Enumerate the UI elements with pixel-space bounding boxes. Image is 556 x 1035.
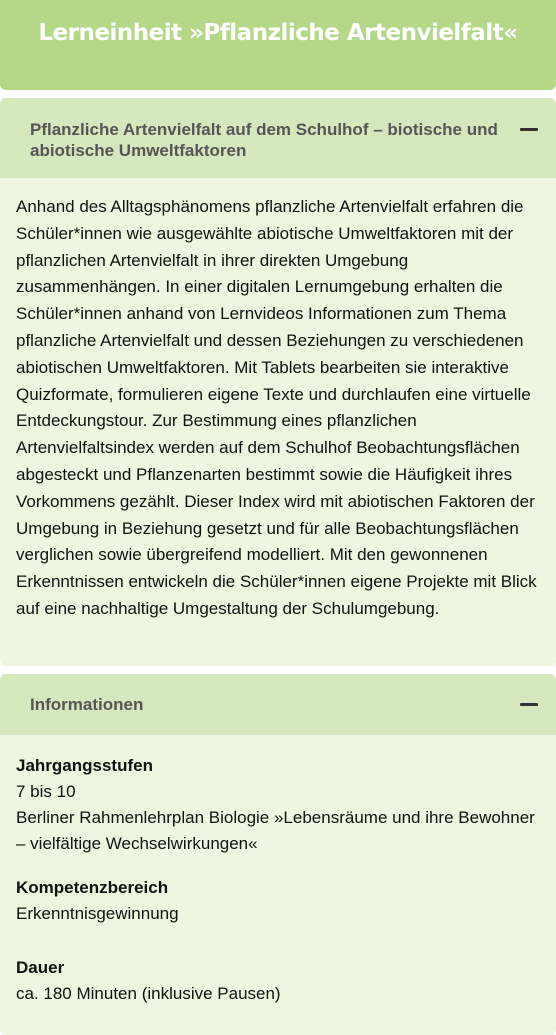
accordion-informationen-body (0, 735, 556, 1035)
accordion-informationen-header[interactable] (0, 674, 556, 735)
page-header (0, 0, 556, 90)
minus-icon[interactable] (520, 128, 538, 131)
accordion-informationen (0, 674, 556, 1035)
info-jahrgangsstufen (16, 753, 540, 857)
info-value: Berliner Rahmenlehrplan Biologie »Lebensräume und ihre Bewohner – vielfältige Wechselwirkungen« (16, 808, 535, 853)
info-value: ca. 180 Minuten (inklusive Pausen) (16, 984, 281, 1003)
info-value: 7 bis 10 (16, 782, 76, 801)
info-label: Dauer (16, 958, 65, 977)
info-label: Jahrgangsstufen (16, 756, 153, 775)
info-label: Kompetenzbereich (16, 878, 169, 897)
accordion-description-body (0, 178, 556, 666)
info-value: Erkenntnisgewinnung (16, 904, 179, 923)
accordion-description-title: Pflanzliche Artenvielfalt auf dem Schulhof – biotische und abiotische Umweltfaktoren (30, 120, 498, 160)
accordion-description (0, 98, 556, 666)
minus-icon[interactable] (520, 703, 538, 706)
info-dauer (16, 955, 540, 1007)
accordion-description-header[interactable] (0, 98, 556, 178)
description-text: Anhand des Alltagsphänomens pflanzliche Artenvielfalt erfahren die Schüler*innen wie ausgewählte abiotische Umweltfaktoren mit der pflanzlichen Artenvielfalt in ihrer direkten Umgebung zusammenhängen. In einer digitalen Lernumgebung erhalten die Schüler*innen anhand von Lernvideos Informationen zum Thema pflanzliche Artenvielfalt und dessen Beziehungen zu verschiedenen abiotischen Umweltfaktoren. Mit Tablets bearbeiten sie interaktive Quizformate, formulieren eigene Texte und durchlaufen eine virtuelle Entdeckungstour. Zur Bestimmung eines pflanzlichen Artenvielfaltsindex werden auf dem Schulhof Beobachtungsflächen abgesteckt und Pflanzenarten bestimmt sowie die Häufigkeit ihres Vorkommens gezählt. Dieser Index wird mit abiotischen Faktoren der Umgebung in Beziehung gesetzt und für alle Beobachtungsflächen verglichen sowie übergreifend modelliert. Mit den gewonnenen Erkenntnissen entwickeln die Schüler*innen eigene Projekte mit Blick auf eine nachhaltige Umgestaltung der Schulumgebung. (16, 197, 537, 618)
page-title: Lerneinheit »Pflanzliche Artenvielfalt« (38, 20, 518, 46)
accordion-informationen-title: Informationen (30, 695, 144, 714)
info-kompetenzbereich (16, 875, 540, 927)
